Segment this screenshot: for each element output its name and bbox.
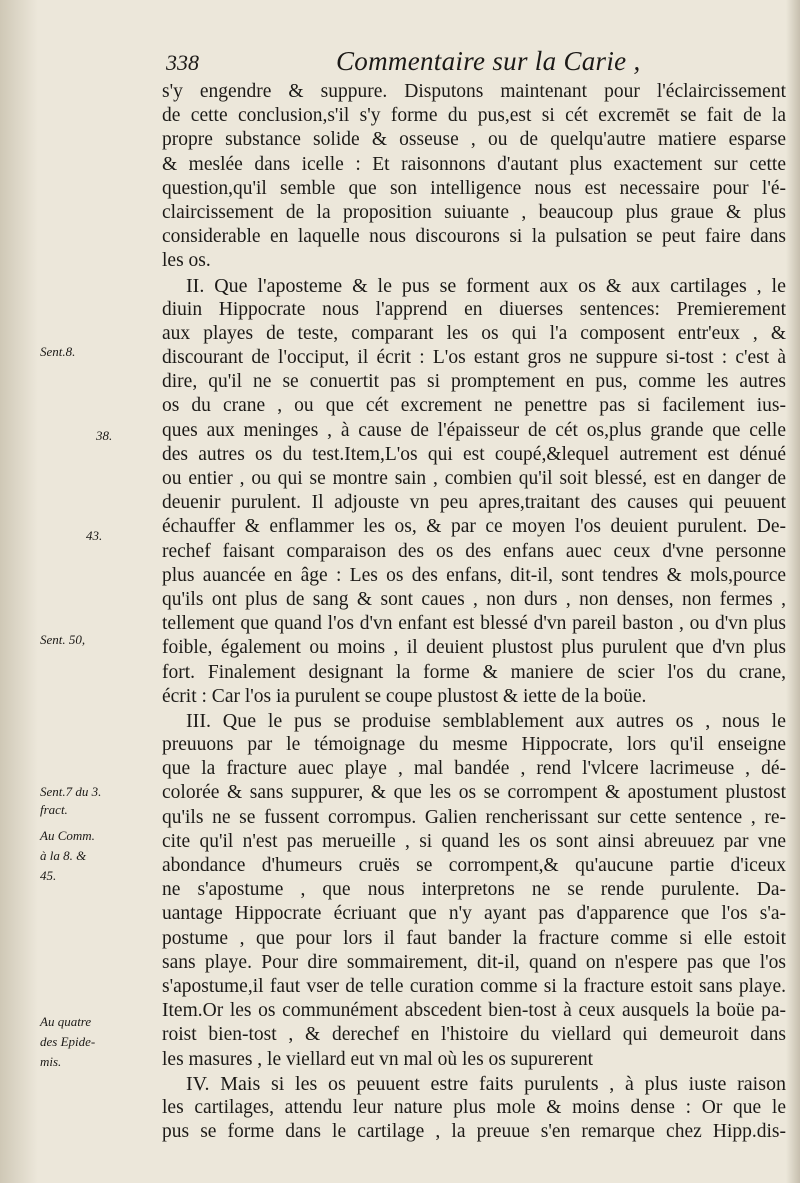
text-line: écrit : Car l'os ia purulent se coupe plustost & iette de la boüe.: [162, 685, 647, 707]
margin-note: 43.: [86, 528, 103, 543]
text-line: sans playe. Pour dire sommairement, dit-il, quand on n'espere pas que l'os: [162, 951, 786, 973]
text-line: les cartilages, attendu leur nature plus mole & moins dense : Or que le: [162, 1096, 786, 1118]
text-line: fort. Finalement designant la forme & maniere de scier l'os du crane,: [162, 661, 786, 683]
margin-note: Au quatre: [40, 1014, 92, 1029]
text-line: échauffer & enflammer les os, & par ce moyen l'os deuient purulent. De-: [162, 516, 786, 538]
section-heading-line: III. Que le pus se produise semblablement aux autres os , nous le: [186, 709, 786, 732]
text-line: question,qu'il semble que son intelligence nous est necessaire pour l'é-: [162, 177, 786, 199]
text-line: claircissement de la proposition suiuante , beaucoup plus graue & plus: [162, 201, 786, 223]
margin-note: Sent.7 du 3.: [40, 784, 102, 799]
running-title: Commentaire sur la Carie ,: [336, 46, 641, 76]
text-line: discourant de l'occiput, il écrit : L'os estant gros ne suppure si-tost : c'est à: [162, 347, 786, 369]
text-line: que la fracture auec playe , mal bandée , rend l'vlcere lacrimeuse , dé-: [162, 758, 786, 780]
text-line: ou entier , ou qui se montre sain , combien qu'il soit blessé, est en danger de: [162, 468, 786, 489]
text-line: rechef faisant comparaison des os des enfans auec ceux d'vne personne: [162, 540, 786, 562]
page-header: [164, 44, 784, 82]
text-line: de cette conclusion,s'il s'y forme du pus,est si cét excremēt se fait de la: [162, 105, 786, 127]
text-line: deuenir purulent. Il adjouste vn peu apres,traitant des causes qui peuuent: [162, 492, 786, 514]
margin-note: à la 8. &: [40, 848, 87, 863]
text-line: qu'ils ne se fussent corrompus. Galien rencherissant sur cette sentence , re-: [162, 806, 786, 828]
text-line: les masures , le viellard eut vn mal où les os supurerent: [162, 1048, 594, 1070]
text-line: propre substance solide & osseuse , ou de quelqu'autre matiere esparse: [162, 129, 786, 151]
text-line: preuuons par le témoignage du mesme Hippocrate, lors qu'il enseigne: [162, 734, 786, 756]
text-line: ques aux meninges , à cause de l'épaisseur de cét os,plus grande que celle: [162, 419, 786, 441]
text-line: postume , que pour lors il faut bander la fracture comme si elle estoit: [162, 927, 786, 949]
margin-note: 45.: [40, 868, 57, 883]
page-number: 338: [166, 50, 199, 75]
body-text: [162, 80, 786, 1144]
margin-note: Sent. 50,: [40, 632, 86, 647]
margin-note: 38.: [96, 428, 113, 443]
text-line: cite qu'il n'est pas merueille , si quand les os sont ainsi abreuuez par vne: [162, 830, 786, 852]
text-line: diuin Hippocrate nous l'apprend en diuerses sentences: Premierement: [162, 298, 786, 320]
section-heading-line: II. Que l'aposteme & le pus se forment aux os & aux cartilages , le: [186, 274, 786, 297]
text-line: abondance d'humeurs cruës se corrompent,& qu'aucune partie d'iceux: [162, 855, 786, 876]
text-line: foible, également ou moins , il deuient plustost plus purulent que d'vn plus: [162, 637, 786, 659]
text-line: plus auancée en âge : Les os des enfans, dit-il, sont tendres & mols,pource: [162, 564, 786, 586]
margin-note: mis.: [40, 1054, 62, 1069]
margin-notes: [40, 0, 150, 1183]
text-line: des autres os du test.Item,L'os qui est coupé,&lequel autrement est dénué: [162, 443, 786, 465]
text-line: uantage Hippocrate écriuant que n'y ayant pas d'apparence que l'os s'a-: [162, 903, 786, 925]
text-line: s'apostume,il faut vser de telle curation comme si la fracture estoit sans playe.: [162, 975, 786, 997]
margin-note: Au Comm.: [40, 828, 95, 843]
section-heading-line: IV. Mais si les os peuuent estre faits purulents , à plus iuste raison: [186, 1072, 786, 1095]
text-line: roist bien-tost , & derechef en l'histoire du viellard qui demeuroit dans: [162, 1024, 786, 1046]
text-line: colorée & sans suppurer, & que les os se corrompent & apostument plustost: [162, 782, 786, 804]
text-line: & meslée dans icelle : Et raisonnons d'autant plus exactement sur cette: [162, 153, 786, 175]
text-line: ne s'apostume , que nous interpretons ne se rende purulente. Da-: [162, 879, 786, 901]
margin-note: des Epide-: [40, 1034, 96, 1049]
text-line: Item.Or les os communément abscedent bien-tost à ceux ausquels la boüe pa-: [162, 1000, 786, 1022]
text-line: aux playes de teste, comparant les os qui l'a composent entr'eux , &: [162, 322, 786, 344]
text-line: qu'ils ont plus de sang & sont caues , non durs , non denses, non fermes ,: [162, 588, 786, 610]
margin-note: fract.: [40, 802, 68, 817]
text-line: tellement que quand l'os d'vn enfant est blessé d'vn pareil baston , ou d'vn plus: [162, 613, 786, 635]
text-line: dire, qu'il ne se conuertit pas si promptement en pus, comme les autres: [162, 371, 786, 393]
text-line: les os.: [162, 250, 211, 272]
text-line: s'y engendre & suppure. Disputons maintenant pour l'éclaircissement: [162, 81, 786, 102]
margin-note: Sent.8.: [40, 344, 76, 359]
text-line: os du crane , ou que cét excrement ne penettre pas si facilement ius-: [162, 395, 786, 417]
text-line: considerable en laquelle nous discourons si la pulsation se peut faire dans: [162, 226, 786, 248]
text-line: pus se forme dans le cartilage , la preuue s'en remarque chez Hipp.dis-: [162, 1121, 786, 1143]
